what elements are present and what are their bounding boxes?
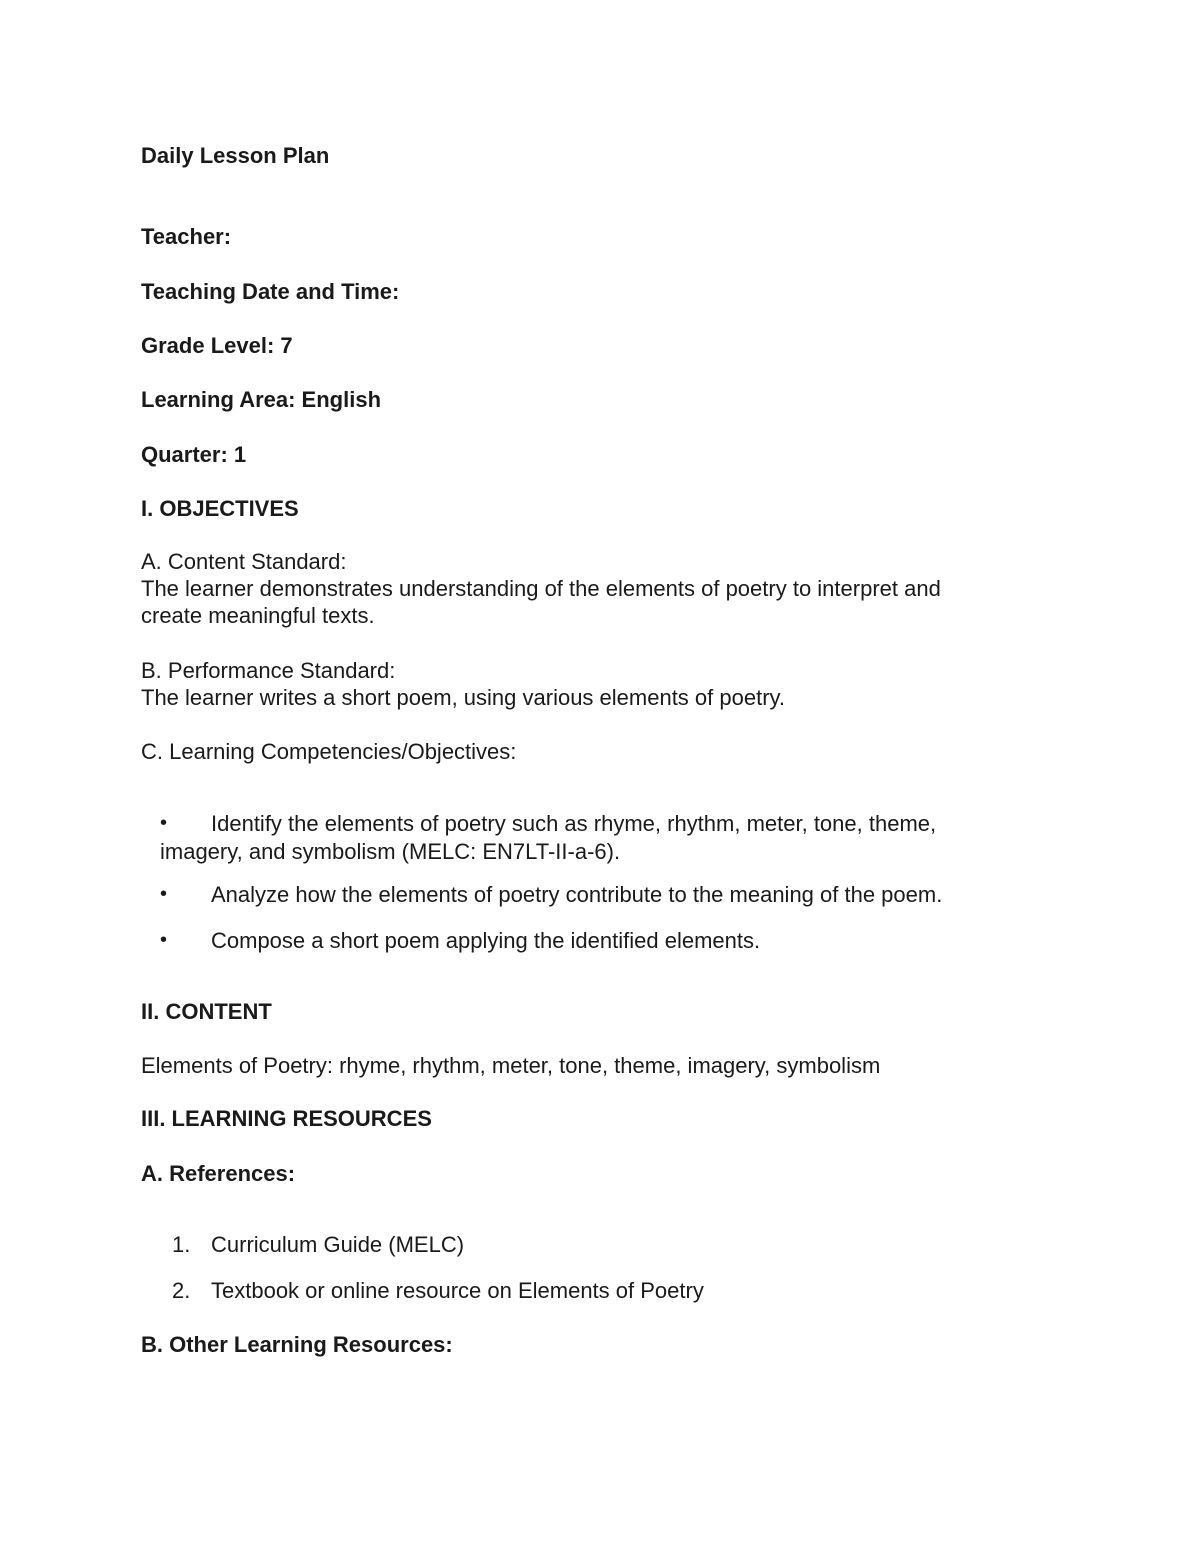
quarter-field: Quarter: 1	[141, 442, 247, 467]
content-text: Elements of Poetry: rhyme, rhythm, meter, tone, theme, imagery, symbolism	[141, 1053, 881, 1078]
bullet-icon: •	[160, 812, 168, 834]
competency-3-text: Compose a short poem applying the identified elements.	[211, 928, 761, 953]
bullet-icon: •	[160, 883, 168, 905]
document-title: Daily Lesson Plan	[141, 143, 330, 168]
content-heading: II. CONTENT	[141, 999, 272, 1024]
references-label: A. References:	[141, 1161, 296, 1186]
bullet-icon: •	[160, 929, 168, 951]
objectives-heading: I. OBJECTIVES	[141, 496, 299, 521]
other-resources-label: B. Other Learning Resources:	[141, 1332, 453, 1357]
grade-level-field: Grade Level: 7	[141, 333, 293, 358]
learning-area-field: Learning Area: English	[141, 387, 382, 412]
competency-1-line2: imagery, and symbolism (MELC: EN7LT-II-a-6).	[160, 839, 621, 864]
learning-resources-heading: III. LEARNING RESOURCES	[141, 1106, 432, 1131]
performance-standard-text: The learner writes a short poem, using various elements of poetry.	[141, 685, 786, 710]
teaching-date-field: Teaching Date and Time:	[141, 279, 400, 304]
content-standard-text-line2: create meaningful texts.	[141, 603, 375, 628]
content-standard-text-line1: The learner demonstrates understanding of the elements of poetry to interpret and	[141, 576, 941, 601]
reference-2-number: 2.	[172, 1278, 191, 1303]
teacher-field: Teacher:	[141, 224, 232, 249]
content-standard-label: A. Content Standard:	[141, 549, 347, 574]
performance-standard-label: B. Performance Standard:	[141, 658, 396, 683]
reference-2-text: Textbook or online resource on Elements of Poetry	[211, 1278, 704, 1303]
competency-1-line1: Identify the elements of poetry such as rhyme, rhythm, meter, tone, theme,	[211, 811, 937, 836]
reference-1-number: 1.	[172, 1232, 191, 1257]
competency-2-text: Analyze how the elements of poetry contribute to the meaning of the poem.	[211, 882, 943, 907]
competencies-label: C. Learning Competencies/Objectives:	[141, 739, 517, 764]
reference-1-text: Curriculum Guide (MELC)	[211, 1232, 465, 1257]
